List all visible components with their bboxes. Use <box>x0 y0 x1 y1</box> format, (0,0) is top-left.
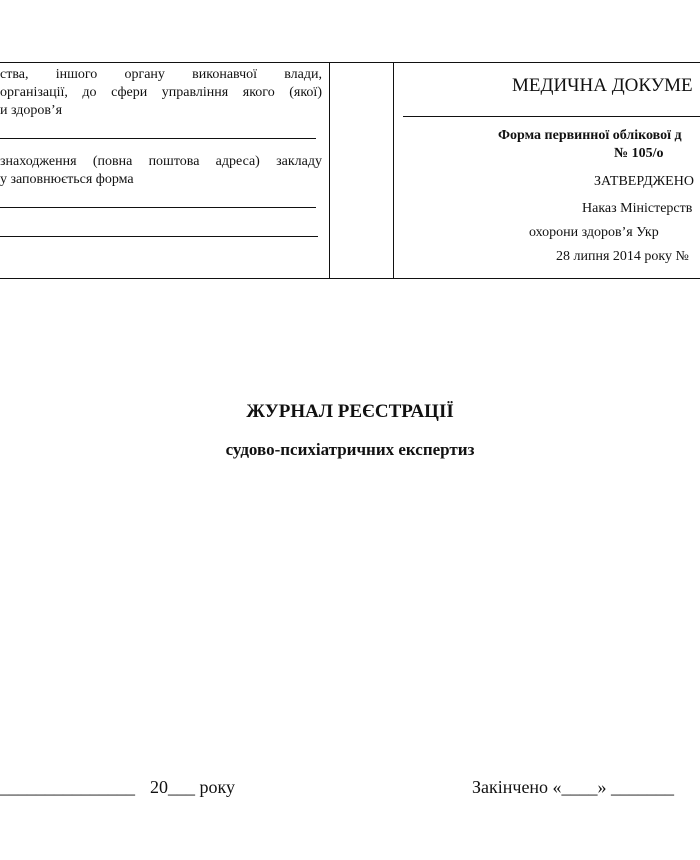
form-number: № 105/о <box>614 146 664 161</box>
header-bottom-border <box>0 278 700 279</box>
address-label-line-1: знаходження (повна поштова адреса) закладу <box>0 154 322 169</box>
journal-subtitle: судово-психіатричних експертиз <box>225 440 475 459</box>
journal-title: ЖУРНАЛ РЕЄСТРАЦІЇ <box>246 401 454 422</box>
started-year: 20___ року <box>150 777 235 797</box>
header-top-border <box>0 62 700 63</box>
started-date-blank: _______________ <box>0 777 135 797</box>
address-blank-line-1 <box>0 207 316 208</box>
ministry-blank-line <box>0 138 316 139</box>
order-line-2: охорони здоров’я Укр <box>529 225 659 240</box>
address-label-line-2: у заповнюється форма <box>0 172 134 187</box>
ministry-name-line-2: організації, до сфери управління якого (якої) <box>0 85 322 100</box>
header-divider-1 <box>329 62 330 279</box>
ministry-name-line-1: ства, іншого органу виконавчої влади, <box>0 67 322 82</box>
medical-documentation-heading: МЕДИЧНА ДОКУМЕ <box>512 75 693 96</box>
order-line-1: Наказ Міністерств <box>582 201 693 216</box>
header-divider-2 <box>393 62 394 279</box>
approved-label: ЗАТВЕРДЖЕНО <box>594 174 694 189</box>
ministry-name-line-3: и здоров’я <box>0 103 63 118</box>
finished-date: Закінчено «____» _______ <box>472 777 675 797</box>
right-heading-underline <box>403 116 700 117</box>
order-line-3: 28 липня 2014 року № <box>556 249 689 264</box>
form-title-line-1: Форма первинної облікової д <box>498 128 682 143</box>
address-blank-line-2 <box>0 236 318 237</box>
